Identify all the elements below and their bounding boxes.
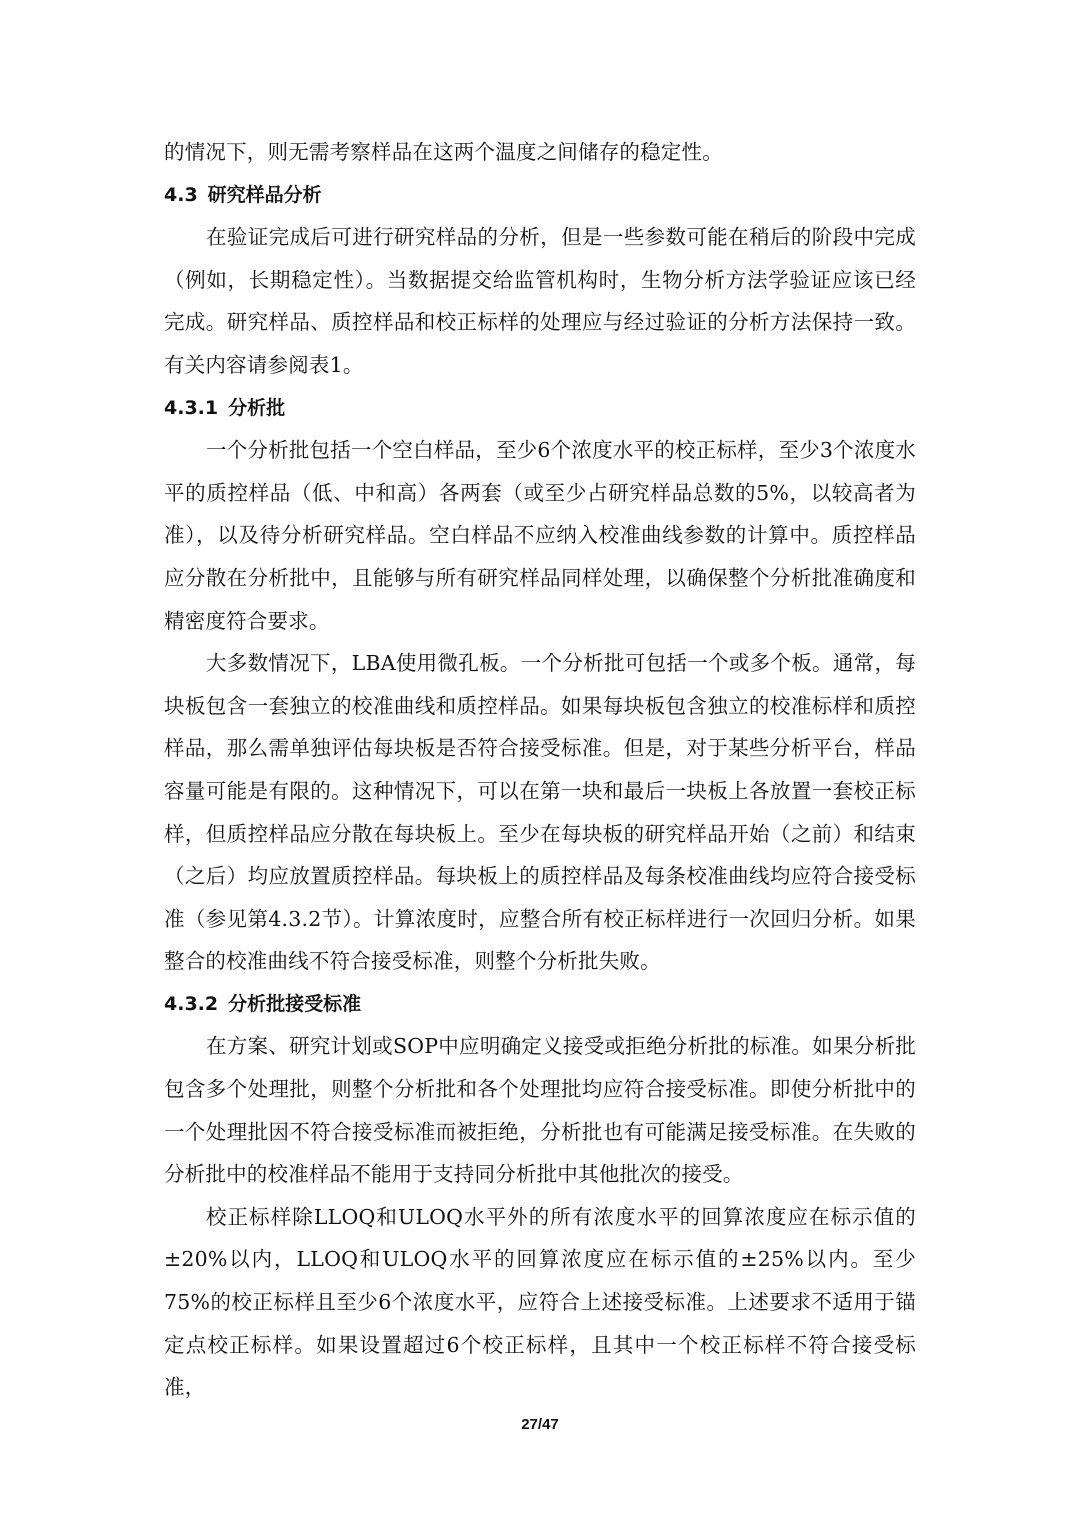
- section-heading-4-3-1: [164, 387, 916, 430]
- page-number: 27/47: [521, 1416, 559, 1433]
- paragraph-microplates: 大多数情况下，LBA使用微孔板。一个分析批可包括一个或多个板。通常，每块板包含一套独立的校准曲线和质控样品。如果每块板包含独立的校准标样和质控样品，那么需单独评估每块板是否符合接受标准。但是，对于某些分析平台，样品容量可能是有限的。这种情况下，可以在第一块和最后一块板上各放置一套校正标样，但质控样品应分散在每块板上。至少在每块板的研究样品开始（之前）和结束（之后）均应放置质控样品。每块板上的质控样品及每条校准曲线均应符合接受标准（参见第4.3.2节）。计算浓度时，应整合所有校正标样进行一次回归分析。如果整合的校准曲线不符合接受标准，则整个分析批失败。: [164, 651, 916, 974]
- paragraph-continuation: 的情况下，则无需考察样品在这两个温度之间储存的稳定性。: [164, 140, 723, 164]
- paragraph-study-sample-analysis: 在验证完成后可进行研究样品的分析，但是一些参数可能在稍后的阶段中完成（例如，长期稳定性）。当数据提交给监管机构时，生物分析方法学验证应该已经完成。研究样品、质控样品和校正标样的处理应与经过验证的分析方法保持一致。有关内容请参阅表1。: [164, 225, 916, 377]
- section-number: 4.3: [164, 183, 198, 206]
- section-heading-4-3: [164, 174, 916, 217]
- section-number: 4.3.2: [164, 992, 219, 1015]
- section-title: 分析批接受标准: [228, 992, 362, 1015]
- section-title: 分析批: [228, 396, 286, 419]
- paragraph-acceptance-criteria: 在方案、研究计划或SOP中应明确定义接受或拒绝分析批的标准。如果分析批包含多个处理批，则整个分析批和各个处理批均应符合接受标准。即使分析批中的一个处理批因不符合接受标准而被拒绝，分析批也有可能满足接受标准。在失败的分析批中的校准样品不能用于支持同分析批中其他批次的接受。: [164, 1034, 916, 1187]
- section-heading-4-3-2: [164, 983, 916, 1026]
- section-number: 4.3.1: [164, 396, 219, 419]
- paragraph-calibration-standards: 校正标样除LLOQ和ULOQ水平外的所有浓度水平的回算浓度应在标示值的±20%以内，LLOQ和ULOQ水平的回算浓度应在标示值的±25%以内。至少75%的校正标样且至少6个浓度水平，应符合上述接受标准。上述要求不适用于锚定点校正标样。如果设置超过6个校正标样，且其中一个校正标样不符合接受标准，: [164, 1204, 916, 1400]
- paragraph-analytical-run: 一个分析批包括一个空白样品，至少6个浓度水平的校正标样，至少3个浓度水平的质控样品（低、中和高）各两套（或至少占研究样品总数的5%，以较高者为准），以及待分析研究样品。空白样品不应纳入校准曲线参数的计算中。质控样品应分散在分析批中，且能够与所有研究样品同样处理，以确保整个分析批准确度和精密度符合要求。: [164, 438, 916, 633]
- document-body: [164, 131, 916, 1409]
- section-title: 研究样品分析: [207, 183, 322, 206]
